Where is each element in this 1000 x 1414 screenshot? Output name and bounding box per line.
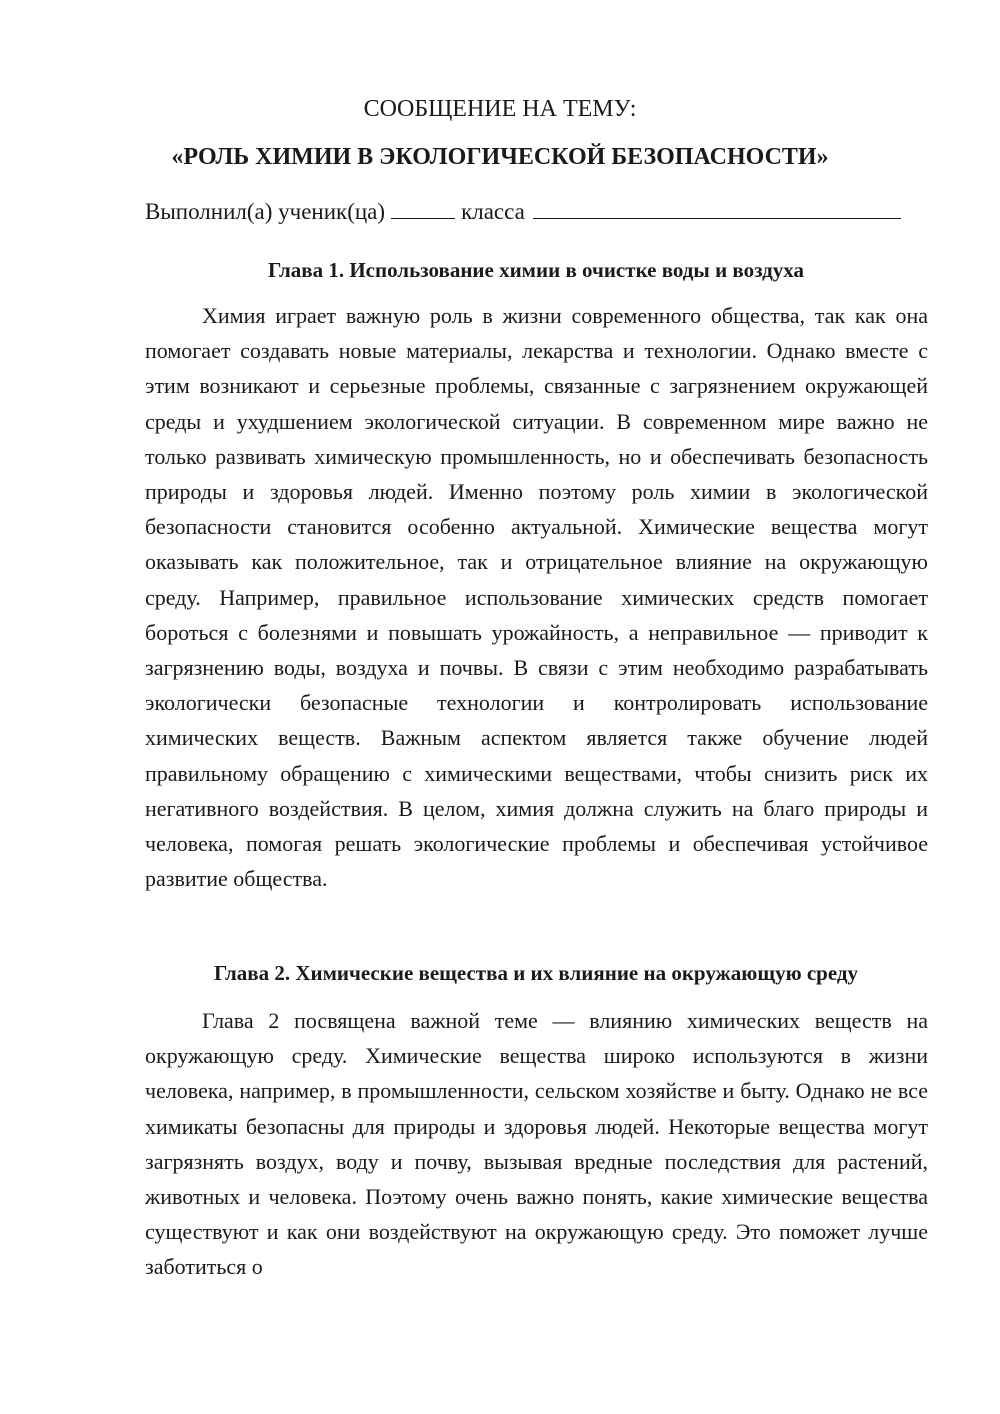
class-letter-blank [533,198,901,219]
student-prefix-label: Выполнил(а) ученик(ца) [145,199,386,224]
chapter-2-heading: Глава 2. Химические вещества и их влияние на окружающую среду [213,961,859,985]
class-label: класса [461,199,525,224]
document-title-line-2: «РОЛЬ ХИМИИ В ЭКОЛОГИЧЕСКОЙ БЕЗОПАСНОСТИ» [171,144,829,170]
student-info-line [145,197,935,227]
chapter-2-paragraph: Глава 2 посвящена важной теме — влиянию химических веществ на окружающую среду. Химические вещества широко используются в жизни человека, например, в промышленности, сельском хозяйстве и быту. Однако не все химикаты безопасны для природы и здоровья людей. Некоторые вещества могут загрязнять воздух, воду и почву, вызывая вредные последствия для растений, животных и человека. Поэтому очень важно понять, какие химические вещества существуют и как они воздействуют на окружающую среду. Это поможет лучше заботиться о [145,1008,928,1280]
chapter-1-heading: Глава 1. Использование химии в очистке воды и воздуха [267,258,805,282]
document-title-line-1: СООБЩЕНИЕ НА ТЕМУ: [363,96,637,122]
class-number-blank [391,198,455,219]
chapter-1-paragraph: Химия играет важную роль в жизни современного общества, так как она помогает создавать новые материалы, лекарства и технологии. Однако вместе с этим возникают и серьезные проблемы, связанные с загрязнением окружающей среды и ухудшением экологической ситуации. В современном мире важно не только развивать химическую промышленность, но и обеспечивать безопасность природы и здоровья людей. Именно поэтому роль химии в экологической безопасности становится особенно актуальной. Химические вещества могут оказывать как положительное, так и отрицательное влияние на окружающую среду. Например, правильное использование химических средств помогает бороться с болезнями и повышать урожайность, а неправильное — приводит к загрязнению воды, воздуха и почвы. В связи с этим необходимо разрабатывать экологически безопасные технологии и контролировать использование химических веществ. Важным аспектом является также обучение людей правильному обращению с химическими веществами, чтобы снизить риск их негативного воздействия. В целом, химия должна служить на благо природы и человека, помогая решать экологические проблемы и обеспечивая устойчивое развитие общества. [145,303,928,892]
